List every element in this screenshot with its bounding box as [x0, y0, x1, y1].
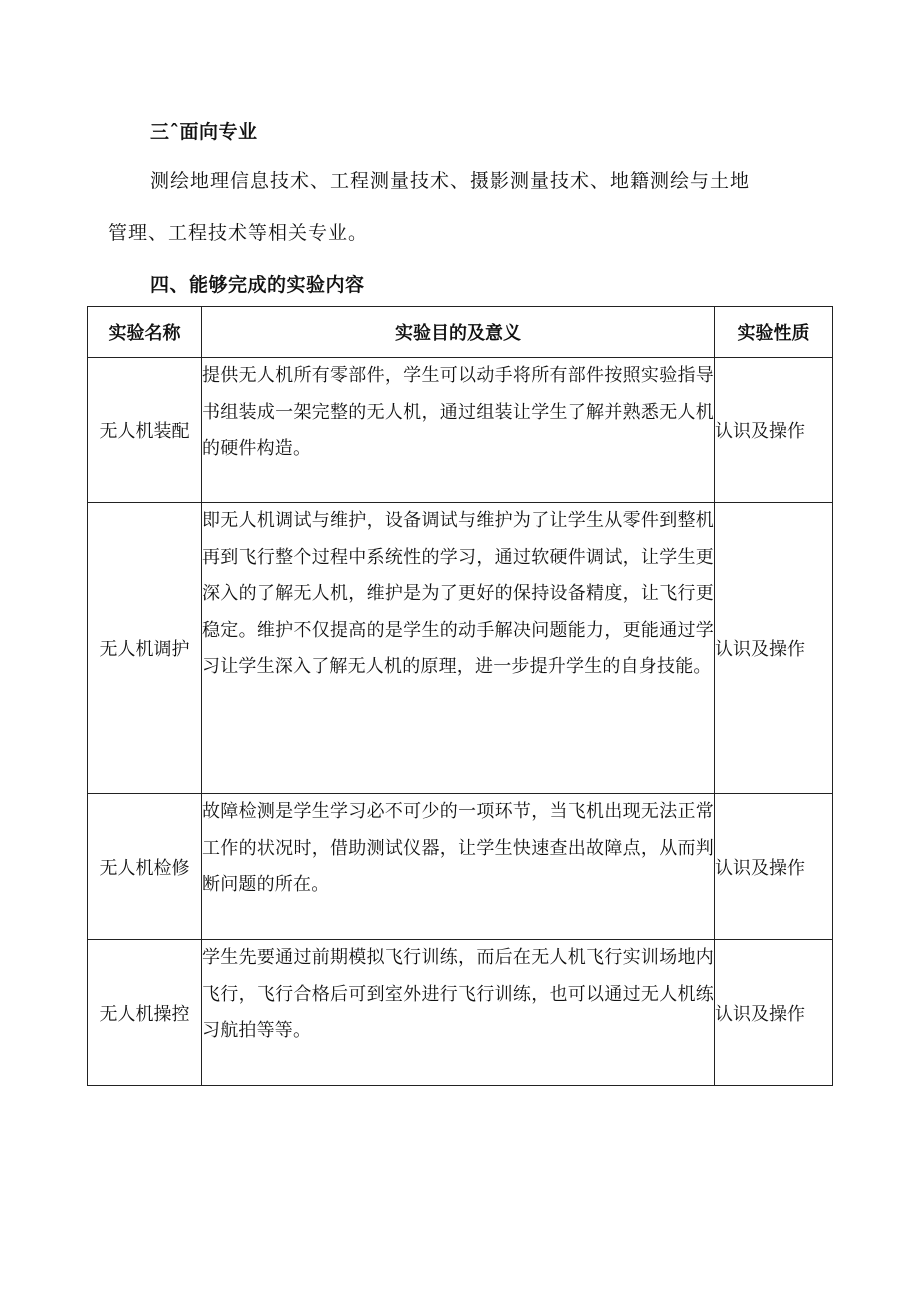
experiment-table — [87, 306, 833, 1086]
table-row — [88, 940, 833, 1086]
experiment-name: 无人机调护 — [88, 503, 202, 794]
section-3-heading: 三ˆ面向专业 — [150, 121, 258, 143]
experiment-nature: 认识及操作 — [715, 503, 833, 794]
majors-paragraph-line-1: 测绘地理信息技术、工程测量技术、摄影测量技术、地籍测绘与土地 — [150, 170, 751, 192]
header-experiment-nature: 实验性质 — [715, 307, 833, 358]
table-row — [88, 358, 833, 503]
experiment-nature: 认识及操作 — [715, 794, 833, 940]
experiment-name: 无人机操控 — [88, 940, 202, 1086]
table-row — [88, 503, 833, 794]
table-row — [88, 794, 833, 940]
experiment-purpose: 即无人机调试与维护，设备调试与维护为了让学生从零件到整机再到飞行整个过程中系统性的学习，通过软硬件调试，让学生更深入的了解无人机，维护是为了更好的保持设备精度，让飞行更稳定。维护不仅提高的是学生的动手解决问题能力，更能通过学习让学生深入了解无人机的原理，进一步提升学生的自身技能。 — [202, 503, 715, 794]
experiment-nature: 认识及操作 — [715, 940, 833, 1086]
section-4-heading: 四、能够完成的实验内容 — [150, 274, 365, 296]
experiment-purpose: 提供无人机所有零部件，学生可以动手将所有部件按照实验指导书组装成一架完整的无人机，通过组装让学生了解并熟悉无人机的硬件构造。 — [202, 358, 715, 503]
table-header-row — [88, 307, 833, 358]
header-experiment-purpose: 实验目的及意义 — [202, 307, 715, 358]
majors-paragraph-line-2: 管理、工程技术等相关专业。 — [108, 222, 369, 244]
experiment-purpose: 学生先要通过前期模拟飞行训练，而后在无人机飞行实训场地内飞行，飞行合格后可到室外进行飞行训练，也可以通过无人机练习航拍等等。 — [202, 940, 715, 1086]
experiment-name: 无人机检修 — [88, 794, 202, 940]
header-experiment-name: 实验名称 — [88, 307, 202, 358]
experiment-nature: 认识及操作 — [715, 358, 833, 503]
majors-paragraph — [108, 155, 808, 259]
experiment-name: 无人机装配 — [88, 358, 202, 503]
experiment-purpose: 故障检测是学生学习必不可少的一项环节，当飞机出现无法正常工作的状况时，借助测试仪器，让学生快速查出故障点，从而判断问题的所在。 — [202, 794, 715, 940]
